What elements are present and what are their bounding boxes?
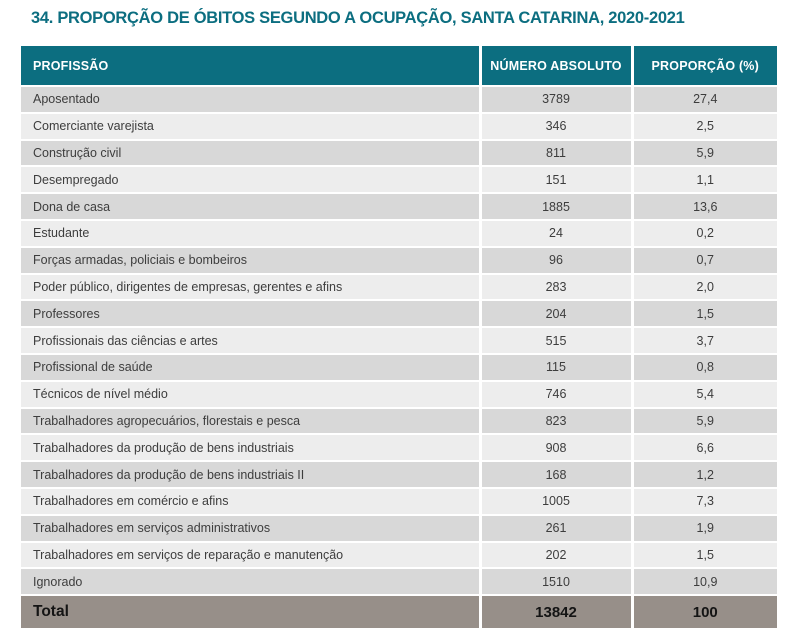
absolute-number-cell: 823 xyxy=(480,408,632,435)
absolute-number-cell: 204 xyxy=(480,300,632,327)
proportion-cell: 5,4 xyxy=(632,381,777,408)
proportion-cell: 1,5 xyxy=(632,300,777,327)
profession-cell: Poder público, dirigentes de empresas, gerentes e afins xyxy=(21,274,480,301)
table-row xyxy=(21,140,777,167)
absolute-number-cell: 908 xyxy=(480,434,632,461)
table-row xyxy=(21,86,777,113)
table-row xyxy=(21,515,777,542)
table-row xyxy=(21,166,777,193)
table-row xyxy=(21,381,777,408)
absolute-number-cell: 1005 xyxy=(480,488,632,515)
table-row xyxy=(21,354,777,381)
profession-cell: Professores xyxy=(21,300,480,327)
table-row xyxy=(21,568,777,595)
profession-cell: Comerciante varejista xyxy=(21,113,480,140)
table-row xyxy=(21,488,777,515)
column-header-profession: PROFISSÃO xyxy=(21,46,480,86)
profession-cell: Dona de casa xyxy=(21,193,480,220)
proportion-cell: 10,9 xyxy=(632,568,777,595)
absolute-number-cell: 202 xyxy=(480,542,632,569)
proportion-cell: 1,5 xyxy=(632,542,777,569)
proportion-cell: 5,9 xyxy=(632,140,777,167)
table-header xyxy=(21,46,777,86)
table-row xyxy=(21,461,777,488)
page-title: 34. PROPORÇÃO DE ÓBITOS SEGUNDO A OCUPAÇÃO, SANTA CATARINA, 2020-2021 xyxy=(31,9,685,27)
absolute-number-cell: 811 xyxy=(480,140,632,167)
profession-cell: Desempregado xyxy=(21,166,480,193)
absolute-number-cell: 746 xyxy=(480,381,632,408)
profession-cell: Ignorado xyxy=(21,568,480,595)
absolute-number-cell: 261 xyxy=(480,515,632,542)
table-row xyxy=(21,434,777,461)
occupation-deaths-table xyxy=(21,46,777,628)
proportion-cell: 1,2 xyxy=(632,461,777,488)
profession-cell: Trabalhadores em serviços administrativos xyxy=(21,515,480,542)
total-row xyxy=(21,595,777,628)
total-label-cell: Total xyxy=(21,595,480,628)
profession-cell: Aposentado xyxy=(21,86,480,113)
profession-cell: Profissional de saúde xyxy=(21,354,480,381)
proportion-cell: 1,9 xyxy=(632,515,777,542)
proportion-cell: 5,9 xyxy=(632,408,777,435)
proportion-cell: 2,5 xyxy=(632,113,777,140)
absolute-number-cell: 3789 xyxy=(480,86,632,113)
profession-cell: Trabalhadores em serviços de reparação e manutenção xyxy=(21,542,480,569)
profession-cell: Construção civil xyxy=(21,140,480,167)
absolute-number-cell: 96 xyxy=(480,247,632,274)
proportion-cell: 1,1 xyxy=(632,166,777,193)
table-row xyxy=(21,274,777,301)
header-row xyxy=(21,46,777,86)
absolute-number-cell: 1885 xyxy=(480,193,632,220)
proportion-cell: 13,6 xyxy=(632,193,777,220)
proportion-cell: 3,7 xyxy=(632,327,777,354)
column-header-proportion: PROPORÇÃO (%) xyxy=(632,46,777,86)
table-row xyxy=(21,113,777,140)
proportion-cell: 0,7 xyxy=(632,247,777,274)
profession-cell: Forças armadas, policiais e bombeiros xyxy=(21,247,480,274)
profession-cell: Estudante xyxy=(21,220,480,247)
profession-cell: Trabalhadores da produção de bens industriais xyxy=(21,434,480,461)
absolute-number-cell: 115 xyxy=(480,354,632,381)
absolute-number-cell: 24 xyxy=(480,220,632,247)
proportion-cell: 0,8 xyxy=(632,354,777,381)
table-footer xyxy=(21,595,777,628)
profession-cell: Técnicos de nível médio xyxy=(21,381,480,408)
profession-cell: Trabalhadores da produção de bens industriais II xyxy=(21,461,480,488)
table-row xyxy=(21,327,777,354)
absolute-number-cell: 168 xyxy=(480,461,632,488)
table-row xyxy=(21,220,777,247)
absolute-number-cell: 515 xyxy=(480,327,632,354)
absolute-number-cell: 283 xyxy=(480,274,632,301)
table-body xyxy=(21,86,777,595)
profession-cell: Trabalhadores agropecuários, florestais e pesca xyxy=(21,408,480,435)
proportion-cell: 6,6 xyxy=(632,434,777,461)
profession-cell: Trabalhadores em comércio e afins xyxy=(21,488,480,515)
profession-cell: Profissionais das ciências e artes xyxy=(21,327,480,354)
table-row xyxy=(21,300,777,327)
table-row xyxy=(21,408,777,435)
column-header-absolute-number: NÚMERO ABSOLUTO xyxy=(480,46,632,86)
total-proportion-cell: 100 xyxy=(632,595,777,628)
table-row xyxy=(21,193,777,220)
total-absolute-number-cell: 13842 xyxy=(480,595,632,628)
absolute-number-cell: 346 xyxy=(480,113,632,140)
proportion-cell: 2,0 xyxy=(632,274,777,301)
table-row xyxy=(21,542,777,569)
absolute-number-cell: 1510 xyxy=(480,568,632,595)
proportion-cell: 27,4 xyxy=(632,86,777,113)
proportion-cell: 0,2 xyxy=(632,220,777,247)
proportion-cell: 7,3 xyxy=(632,488,777,515)
table-row xyxy=(21,247,777,274)
absolute-number-cell: 151 xyxy=(480,166,632,193)
